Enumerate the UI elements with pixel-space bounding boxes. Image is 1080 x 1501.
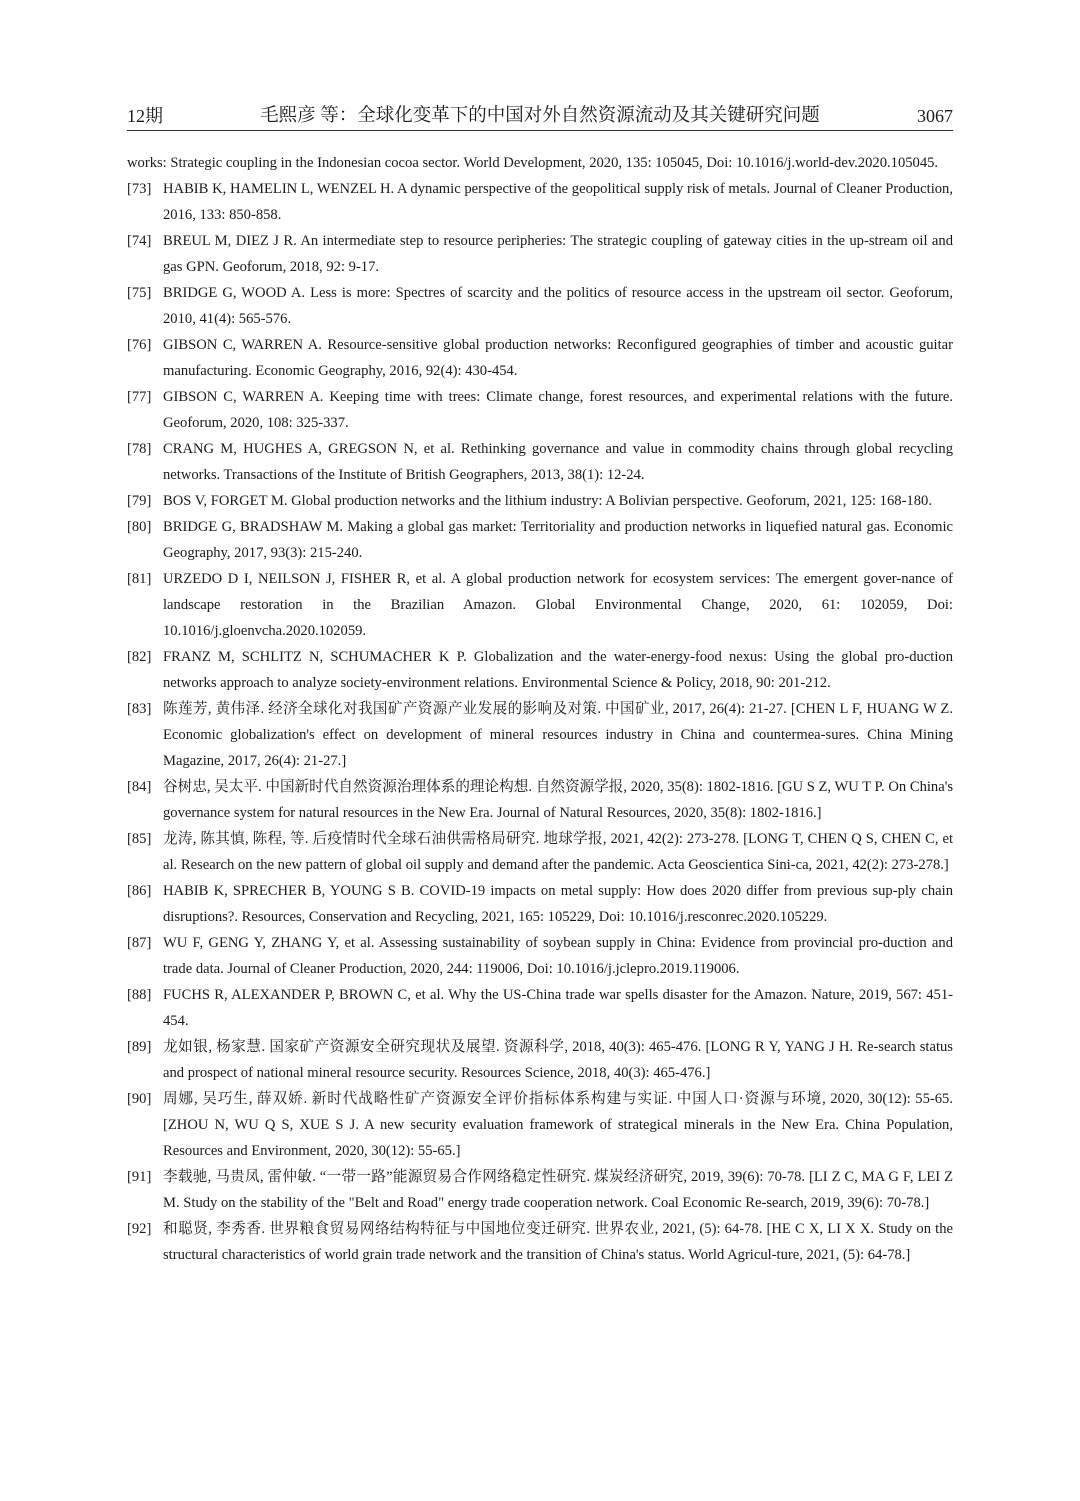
reference-text: BOS V, FORGET M. Global production networks and the lithium industry: A Bolivian perspective. Geoforum, 2021, 125: 168-180. [163,493,932,509]
reference-number: [76] [127,337,152,353]
reference-number: [77] [127,389,152,405]
reference-text: 陈莲芳, 黄伟泽. 经济全球化对我国矿产资源产业发展的影响及对策. 中国矿业, 2017, 26(4): 21-27. [CHEN L F, HUANG W Z. Economic globalization's effect on development of mineral resources industry in China and countermea-sures. China Mining Magazine, 2017, 26(4): 21-27.] [163,701,953,769]
reference-number: [82] [127,649,152,665]
reference-number: [92] [127,1221,152,1237]
reference-text: FUCHS R, ALEXANDER P, BROWN C, et al. Why the US-China trade war spells disaster for the Amazon. Nature, 2019, 567: 451-454. [163,987,953,1029]
reference-number: [85] [127,831,152,847]
reference-item [127,1086,953,1164]
reference-item [127,774,953,826]
reference-number: [81] [127,571,152,587]
reference-item [127,696,953,774]
reference-number: [89] [127,1039,152,1055]
reference-number: [83] [127,701,152,717]
reference-item [127,488,953,514]
reference-text: WU F, GENG Y, ZHANG Y, et al. Assessing sustainability of soybean supply in China: Evidence from provincial pro-duction and trade data. Journal of Cleaner Production, 2020, 244: 119006, Doi: 10.1016/j.jclepro.2019.119006. [163,935,953,977]
reference-item [127,332,953,384]
reference-number: [73] [127,181,152,197]
reference-number: [84] [127,779,152,795]
reference-item [127,384,953,436]
reference-item [127,826,953,878]
reference-number: [88] [127,987,152,1003]
reference-item [127,982,953,1034]
reference-text: BREUL M, DIEZ J R. An intermediate step to resource peripheries: The strategic coupling of gateway cities in the up-stream oil and gas GPN. Geoforum, 2018, 92: 9-17. [163,233,953,275]
reference-text: GIBSON C, WARREN A. Keeping time with trees: Climate change, forest resources, and experimental relations with the future. Geoforum, 2020, 108: 325-337. [163,389,953,431]
reference-number: [78] [127,441,152,457]
reference-item [127,1164,953,1216]
reference-item [127,228,953,280]
reference-number: [86] [127,883,152,899]
reference-number: [79] [127,493,152,509]
reference-number: [74] [127,233,152,249]
reference-item [127,930,953,982]
reference-number: [75] [127,285,152,301]
reference-item [127,1216,953,1268]
reference-list [127,150,953,1268]
reference-text: HABIB K, SPRECHER B, YOUNG S B. COVID-19 impacts on metal supply: How does 2020 differ from previous sup-ply chain disruptions?. Resources, Conservation and Recycling, 2021, 165: 105229, Doi: 10.1016/j.resconrec.2020.105229. [163,883,953,925]
issue-label: 12期 [127,106,163,126]
reference-text: 和聪贤, 李秀香. 世界粮食贸易网络结构特征与中国地位变迁研究. 世界农业, 2021, (5): 64-78. [HE C X, LI X X. Study on the structural characteristics of world grain trade network and the transition of China's status. World Agricul-ture, 2021, (5): 64-78.] [163,1221,953,1263]
reference-item [127,150,953,176]
reference-item [127,176,953,228]
reference-text: BRIDGE G, WOOD A. Less is more: Spectres of scarcity and the politics of resource access in the upstream oil sector. Geoforum, 2010, 41(4): 565-576. [163,285,953,327]
reference-number: [90] [127,1091,152,1107]
reference-text: 龙如银, 杨家慧. 国家矿产资源安全研究现状及展望. 资源科学, 2018, 40(3): 465-476. [LONG R Y, YANG J H. Re-search status and prospect of national mineral resource security. Resources Science, 2018, 40(3): 465-476.] [163,1039,953,1081]
reference-item [127,436,953,488]
reference-item [127,644,953,696]
reference-text: 谷树忠, 吴太平. 中国新时代自然资源治理体系的理论构想. 自然资源学报, 2020, 35(8): 1802-1816. [GU S Z, WU T P. On China's governance system for natural resources in the New Era. Journal of Natural Resources, 2020, 35(8): 1802-1816.] [163,779,953,821]
reference-text: GIBSON C, WARREN A. Resource-sensitive global production networks: Reconfigured geographies of timber and acoustic guitar manufacturing. Economic Geography, 2016, 92(4): 430-454. [163,337,953,379]
reference-number: [91] [127,1169,152,1185]
reference-item [127,566,953,644]
reference-item [127,514,953,566]
reference-item [127,1034,953,1086]
page-header [127,98,953,131]
reference-text: URZEDO D I, NEILSON J, FISHER R, et al. A global production network for ecosystem services: The emergent gover-nance of landscape restoration in the Brazilian Amazon. Global Environmental Change, 2020, 61: 102059, Doi: 10.1016/j.gloenvcha.2020.102059. [163,571,953,639]
reference-item [127,878,953,930]
reference-text: 龙涛, 陈其慎, 陈程, 等. 后疫情时代全球石油供需格局研究. 地球学报, 2021, 42(2): 273-278. [LONG T, CHEN Q S, CHEN C, et al. Research on the new pattern of global oil supply and demand after the pandemic. Acta Geoscientica Sini-ca, 2021, 42(2): 273-278.] [163,831,953,873]
reference-text: works: Strategic coupling in the Indonesian cocoa sector. World Development, 2020, 135: 105045, Doi: 10.1016/j.world-dev.2020.105045. [127,155,939,171]
reference-text: CRANG M, HUGHES A, GREGSON N, et al. Rethinking governance and value in commodity chains through global recycling networks. Transactions of the Institute of British Geographers, 2013, 38(1): 12-24. [163,441,953,483]
reference-text: 周娜, 吴巧生, 薛双娇. 新时代战略性矿产资源安全评价指标体系构建与实证. 中国人口·资源与环境, 2020, 30(12): 55-65. [ZHOU N, WU Q S, XUE S J. A new security evaluation framework of strategical minerals in the New Era. China Population, Resources and Environment, 2020, 30(12): 55-65.] [163,1091,953,1159]
reference-number: [80] [127,519,152,535]
reference-item [127,280,953,332]
reference-text: HABIB K, HAMELIN L, WENZEL H. A dynamic perspective of the geopolitical supply risk of metals. Journal of Cleaner Production, 2016, 133: 850-858. [163,181,953,223]
page-number: 3067 [917,106,953,126]
reference-number: [87] [127,935,152,951]
reference-text: 李载驰, 马贵凤, 雷仲敏. “一带一路”能源贸易合作网络稳定性研究. 煤炭经济研究, 2019, 39(6): 70-78. [LI Z C, MA G F, LEI Z M. Study on the stability of the "Belt and Road" energy trade cooperation network. Coal Economic Re-search, 2019, 39(6): 70-78.] [163,1169,953,1211]
reference-text: FRANZ M, SCHLITZ N, SCHUMACHER K P. Globalization and the water-energy-food nexus: Using the global pro-duction networks approach to analyze society-environment relations. Environmental Science & Policy, 2018, 90: 201-212. [163,649,953,691]
running-title: 毛熙彦 等：全球化变革下的中国对外自然资源流动及其关键研究问题 [260,106,820,126]
reference-text: BRIDGE G, BRADSHAW M. Making a global gas market: Territoriality and production networks in liquefied natural gas. Economic Geography, 2017, 93(3): 215-240. [163,519,953,561]
